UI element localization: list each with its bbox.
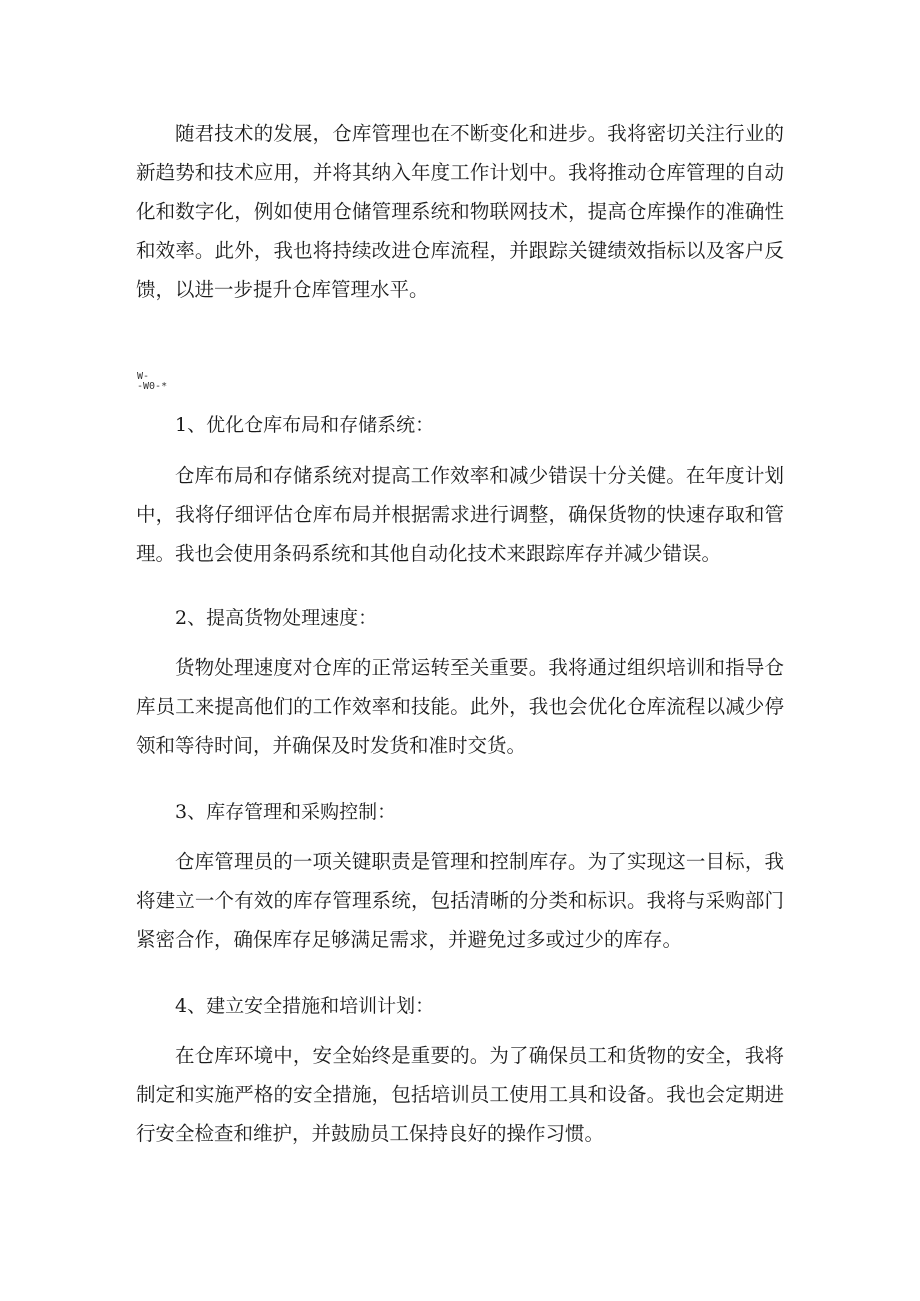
- section-2-heading: 2、提高货物处理速度：: [175, 607, 378, 629]
- section-1-heading: 1、优化仓库布局和存储系统：: [175, 414, 435, 436]
- section-2-body: 货物处理速度对仓库的正常运转至关重要。我将通过组织培训和指导仓库员工来提高他们的工作效率和技能。此外，我也会优化仓库流程以减少停领和等待时间，并确保及时发货和准时交货。: [136, 656, 784, 757]
- intro-paragraph: 随君技术的发展，仓库管理也在不断变化和进步。我将密切关注行业的新趋势和技术应用，并将其纳入年度工作计划中。我将推动仓库管理的自动化和数字化，例如使用仓储管理系统和物联网技术，提高仓库操作的准确性和效率。此外，我也将持续改进仓库流程，并跟踪关键绩效指标以及客户反馈，以进一步提升仓库管理水平。: [136, 122, 784, 301]
- section-1-body: 仓库布局和存储系统对提高工作效率和减少错误十分关健。在年度计划中，我将仔细评估仓库布局并根据需求进行调整，确保货物的快速存取和管理。我也会使用条码系统和其他自动化技术来跟踪库存并减少错误。: [136, 464, 784, 565]
- section-3-body: 仓库管理员的一项关键职责是管理和控制库存。为了实现这一目标，我将建立一个有效的库存管理系统，包括清晰的分类和标识。我将与采购部门紧密合作，确保库存足够满足需求，并避免过多或过少的库存。: [136, 850, 784, 951]
- marker-line-2: -W0-*: [137, 381, 168, 392]
- section-3-heading: 3、库存管理和采购控制：: [175, 801, 397, 823]
- section-4-heading: 4、建立安全措施和培训计划：: [175, 995, 435, 1017]
- marker-line-1: W-: [137, 371, 150, 382]
- section-4-body: 在仓库环境中，安全始终是重要的。为了确保员工和货物的安全，我将制定和实施严格的安全措施，包括培训员工使用工具和设备。我也会定期进行安全检查和维护，并鼓励员工保持良好的操作习惯。: [136, 1044, 784, 1145]
